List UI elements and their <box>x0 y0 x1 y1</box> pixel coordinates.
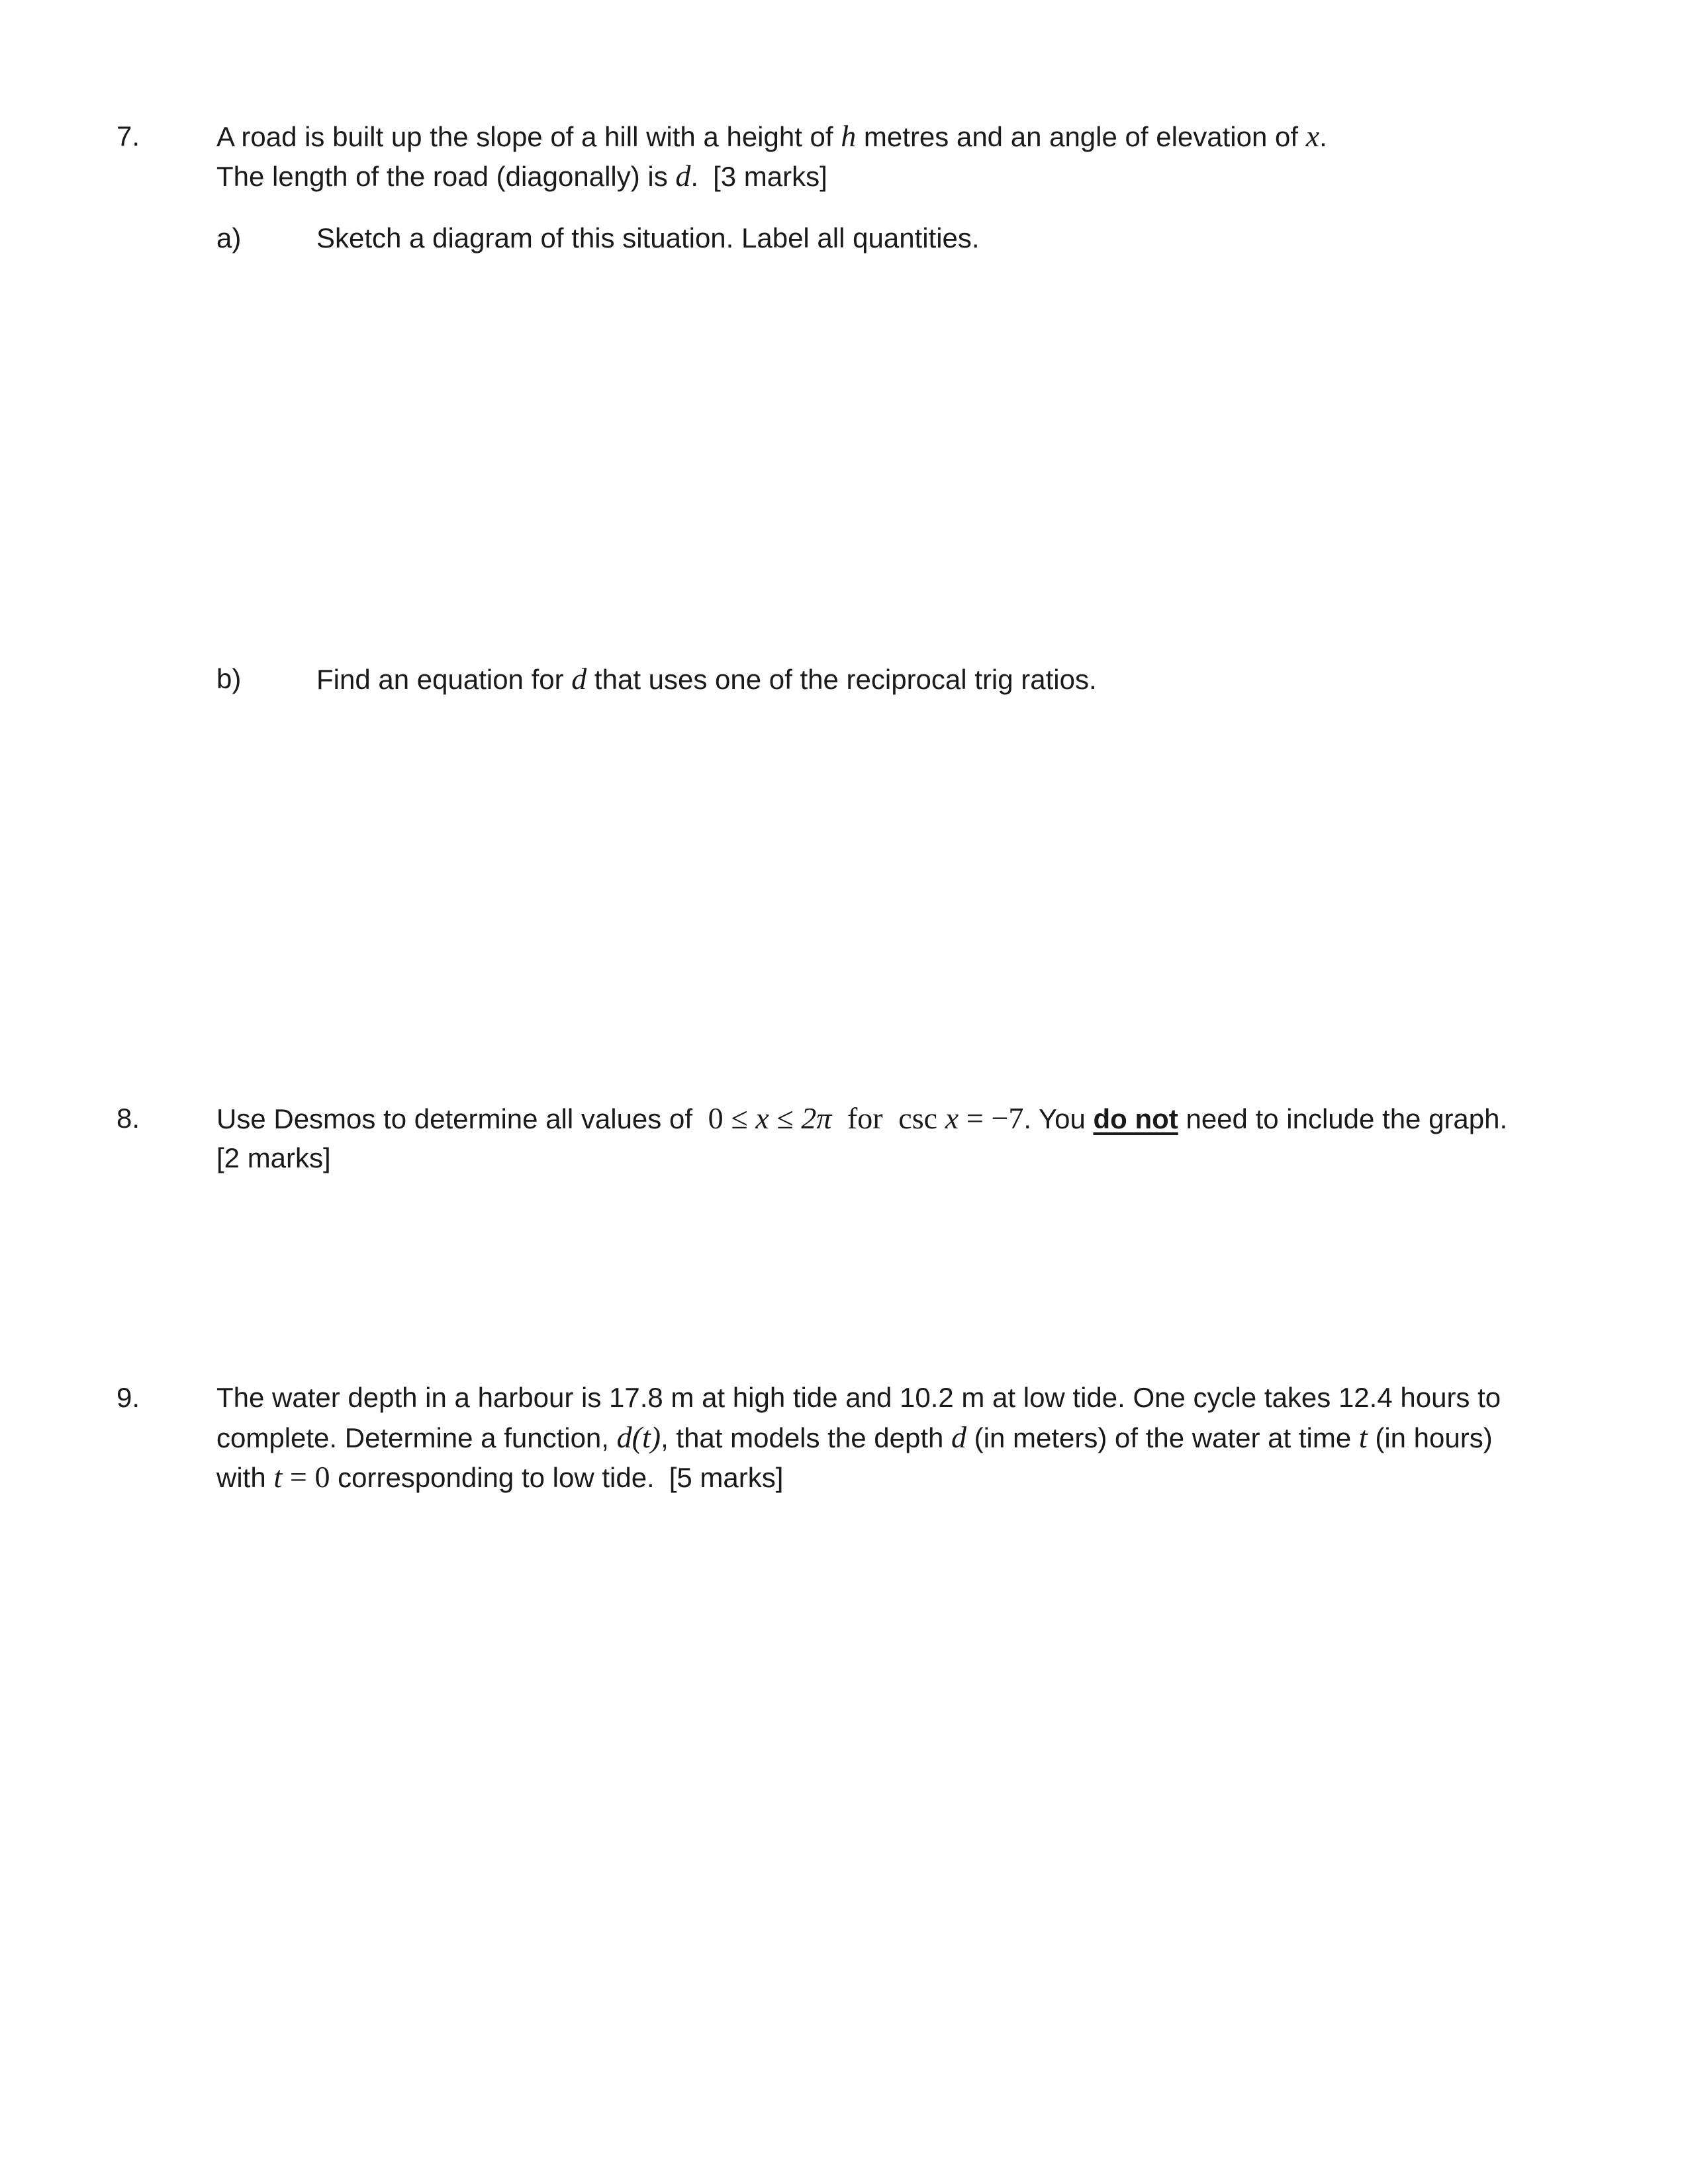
q9-text-e: (in hours) <box>1367 1422 1493 1453</box>
q8-le-1: ≤ <box>731 1101 748 1135</box>
question-9-number: 9. <box>117 1382 140 1413</box>
q8-emphasis: do not <box>1093 1103 1178 1134</box>
question-7-number: 7. <box>117 120 140 152</box>
q9-text-f: with <box>216 1462 274 1493</box>
question-7-line-2 <box>216 156 827 197</box>
q9-var-t: t <box>1358 1420 1368 1454</box>
q7-text-b: metres and an angle of elevation of <box>856 121 1306 152</box>
q7-var-h: h <box>841 119 857 153</box>
q7-part-b-label: b) <box>216 663 242 694</box>
question-9-line-2 <box>216 1418 1493 1458</box>
q9-text-a: The water depth in a harbour is 17.8 m at high tide and 10.2 m at low tide. One cycle takes 12.4 hours to <box>216 1382 1501 1413</box>
q9-text-d: (in meters) of the water at time <box>966 1422 1359 1453</box>
q7-text-a: A road is built up the slope of a hill with a height of <box>216 121 841 152</box>
q7b-text-a: Find an equation for <box>316 664 572 695</box>
q9-func-d-of-t: d(t) <box>616 1420 661 1454</box>
q9-equals: = <box>289 1460 307 1494</box>
q7b-var-d: d <box>571 662 587 696</box>
question-7-line-1 <box>216 116 1327 157</box>
q7-part-a-text: Sketch a diagram of this situation. Label all quantities. <box>316 222 980 253</box>
q7-text-d: The length of the road (diagonally) is <box>216 161 676 192</box>
q7-text-e: . <box>690 161 699 192</box>
q7-var-d: d <box>675 159 691 193</box>
q8-two-pi: 2π <box>801 1101 832 1135</box>
q8-le-2: ≤ <box>776 1101 794 1135</box>
q7-marks: [3 marks] <box>713 161 827 192</box>
q8-marks: [2 marks] <box>216 1142 331 1173</box>
q8-for: for <box>847 1101 883 1135</box>
q7-part-a-label: a) <box>216 222 242 253</box>
q8-var-x-2: x <box>945 1101 959 1135</box>
q9-zero: 0 <box>314 1460 330 1494</box>
q7-text-c: . <box>1319 121 1327 152</box>
q9-text-c: , that models the depth <box>661 1422 952 1453</box>
q8-text-b: . You <box>1023 1103 1094 1134</box>
question-8-line-2 <box>216 1138 331 1178</box>
q8-equals: = <box>966 1101 984 1135</box>
q9-marks: [5 marks] <box>669 1462 784 1493</box>
q7b-text-b: that uses one of the reciprocal trig ratios. <box>586 664 1097 695</box>
q9-text-b: complete. Determine a function, <box>216 1422 617 1453</box>
question-8-line-1 <box>216 1099 1507 1139</box>
q8-csc: csc <box>898 1101 938 1135</box>
q7-part-b-text <box>316 659 1097 700</box>
q8-text-c: need to include the graph. <box>1178 1103 1508 1134</box>
q8-var-x: x <box>755 1101 769 1135</box>
q9-var-d: d <box>951 1420 967 1454</box>
question-9-line-3 <box>216 1457 783 1498</box>
question-8-number: 8. <box>117 1103 140 1134</box>
q7-var-x: x <box>1305 119 1320 153</box>
q8-text-a: Use Desmos to determine all values of <box>216 1103 700 1134</box>
q8-zero: 0 <box>708 1101 724 1135</box>
q8-neg-seven: −7 <box>991 1101 1024 1135</box>
q9-var-t-2: t <box>273 1460 283 1494</box>
q9-text-g: corresponding to low tide. <box>330 1462 655 1493</box>
question-9-line-1 <box>216 1378 1501 1418</box>
